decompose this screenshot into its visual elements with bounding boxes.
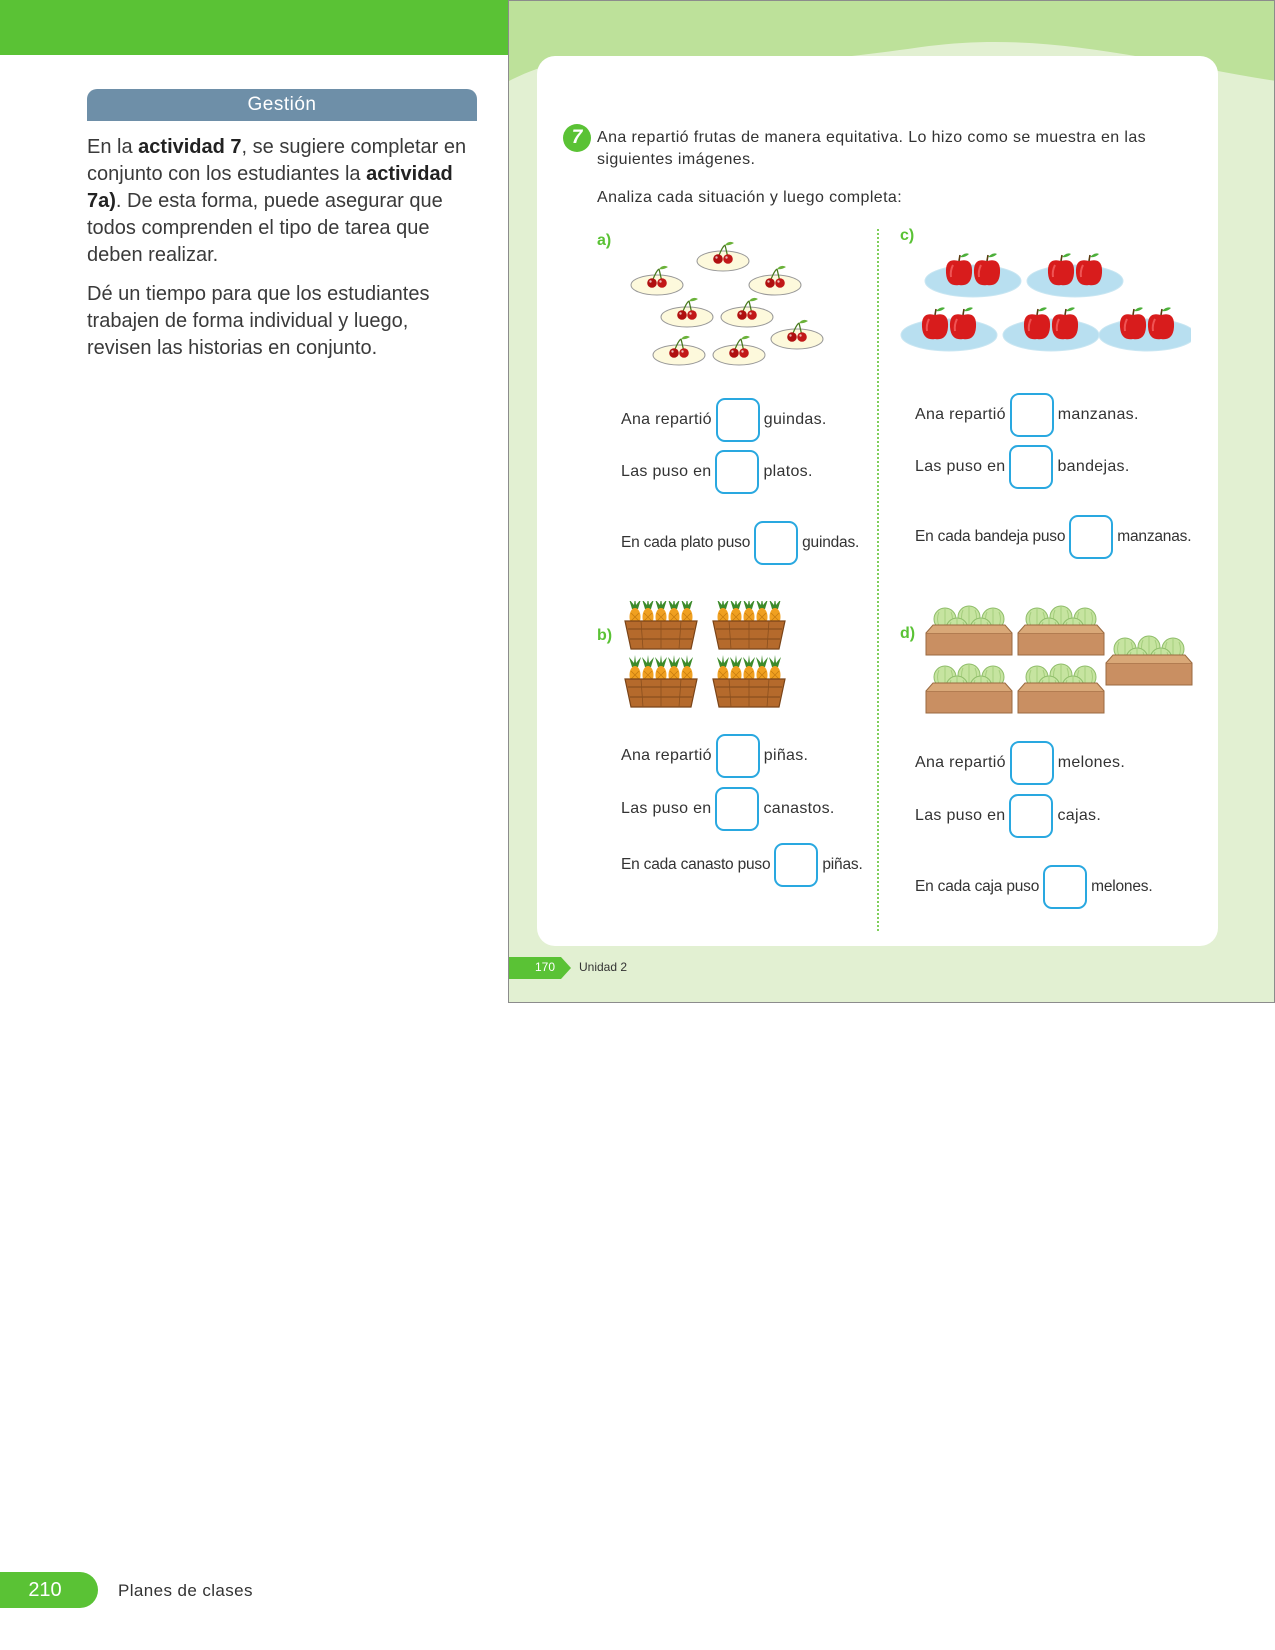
- activity-instruction: Analiza cada situación y luego completa:: [597, 189, 903, 206]
- part-c-label: c): [900, 227, 915, 244]
- part-c-line-2: Las puso en bandejas.: [915, 445, 1130, 489]
- part-b-line-1: Ana repartió piñas.: [621, 734, 808, 778]
- part-d-answer-total[interactable]: [1010, 741, 1054, 785]
- part-c-answer-groups[interactable]: [1009, 445, 1053, 489]
- part-d-line-2: Las puso en cajas.: [915, 794, 1101, 838]
- part-d-answer-groups[interactable]: [1009, 794, 1053, 838]
- part-d-line-1: Ana repartió melones.: [915, 741, 1125, 785]
- column-divider: [877, 229, 879, 931]
- unit-label: Unidad 2: [579, 960, 628, 974]
- page-number: 210: [0, 1572, 98, 1608]
- part-d-label: d): [900, 625, 916, 642]
- part-c-line-1: Ana repartió manzanas.: [915, 393, 1139, 437]
- apples-on-trays-picture: [899, 239, 1191, 357]
- part-a-answer-groups[interactable]: [715, 450, 759, 494]
- cherries-on-plates-picture: [629, 233, 824, 383]
- part-d-answer-each[interactable]: [1043, 865, 1087, 909]
- part-d-line-3: En cada caja puso melones.: [915, 865, 1152, 909]
- part-a-answer-total[interactable]: [716, 398, 760, 442]
- activity-number-badge: 7: [563, 124, 591, 152]
- pineapple-baskets-picture: [621, 601, 791, 721]
- part-b-line-2: Las puso en canastos.: [621, 787, 835, 831]
- student-page: [508, 0, 1275, 1003]
- part-b-answer-each[interactable]: [774, 843, 818, 887]
- part-b-line-3: En cada canasto puso piñas.: [621, 843, 863, 887]
- gestion-header: Gestión: [87, 89, 477, 121]
- part-c-answer-total[interactable]: [1010, 393, 1054, 437]
- part-c-line-3: En cada bandeja puso manzanas.: [915, 515, 1191, 559]
- melon-boxes-picture: [923, 597, 1193, 715]
- gestion-paragraph-1: En la actividad 7, se sugiere completar en conjunto con los estudiantes la actividad 7a). De esta forma, puede asegurar que todos comprenden el tipo de tarea que deben realizar.: [87, 136, 467, 266]
- gestion-text: [87, 134, 477, 374]
- part-a-line-2: Las puso en platos.: [621, 450, 813, 494]
- part-c-answer-each[interactable]: [1069, 515, 1113, 559]
- part-a-line-3: En cada plato puso guindas.: [621, 521, 859, 565]
- part-a-answer-each[interactable]: [754, 521, 798, 565]
- gestion-paragraph-2: Dé un tiempo para que los estudiantes trabajen de forma individual y luego, revisen las historias en conjunto.: [87, 283, 430, 359]
- footer-label: Planes de clases: [118, 1581, 253, 1600]
- student-page-number: 170: [534, 960, 556, 974]
- part-b-answer-groups[interactable]: [715, 787, 759, 831]
- part-a-line-1: Ana repartió guindas.: [621, 398, 827, 442]
- top-green-band: [0, 0, 508, 55]
- part-b-label: b): [597, 627, 613, 644]
- part-b-answer-total[interactable]: [716, 734, 760, 778]
- part-a-label: a): [597, 232, 612, 249]
- activity-statement: Ana repartió frutas de manera equitativa. Lo hizo como se muestra en las siguientes imágenes.: [597, 129, 1147, 168]
